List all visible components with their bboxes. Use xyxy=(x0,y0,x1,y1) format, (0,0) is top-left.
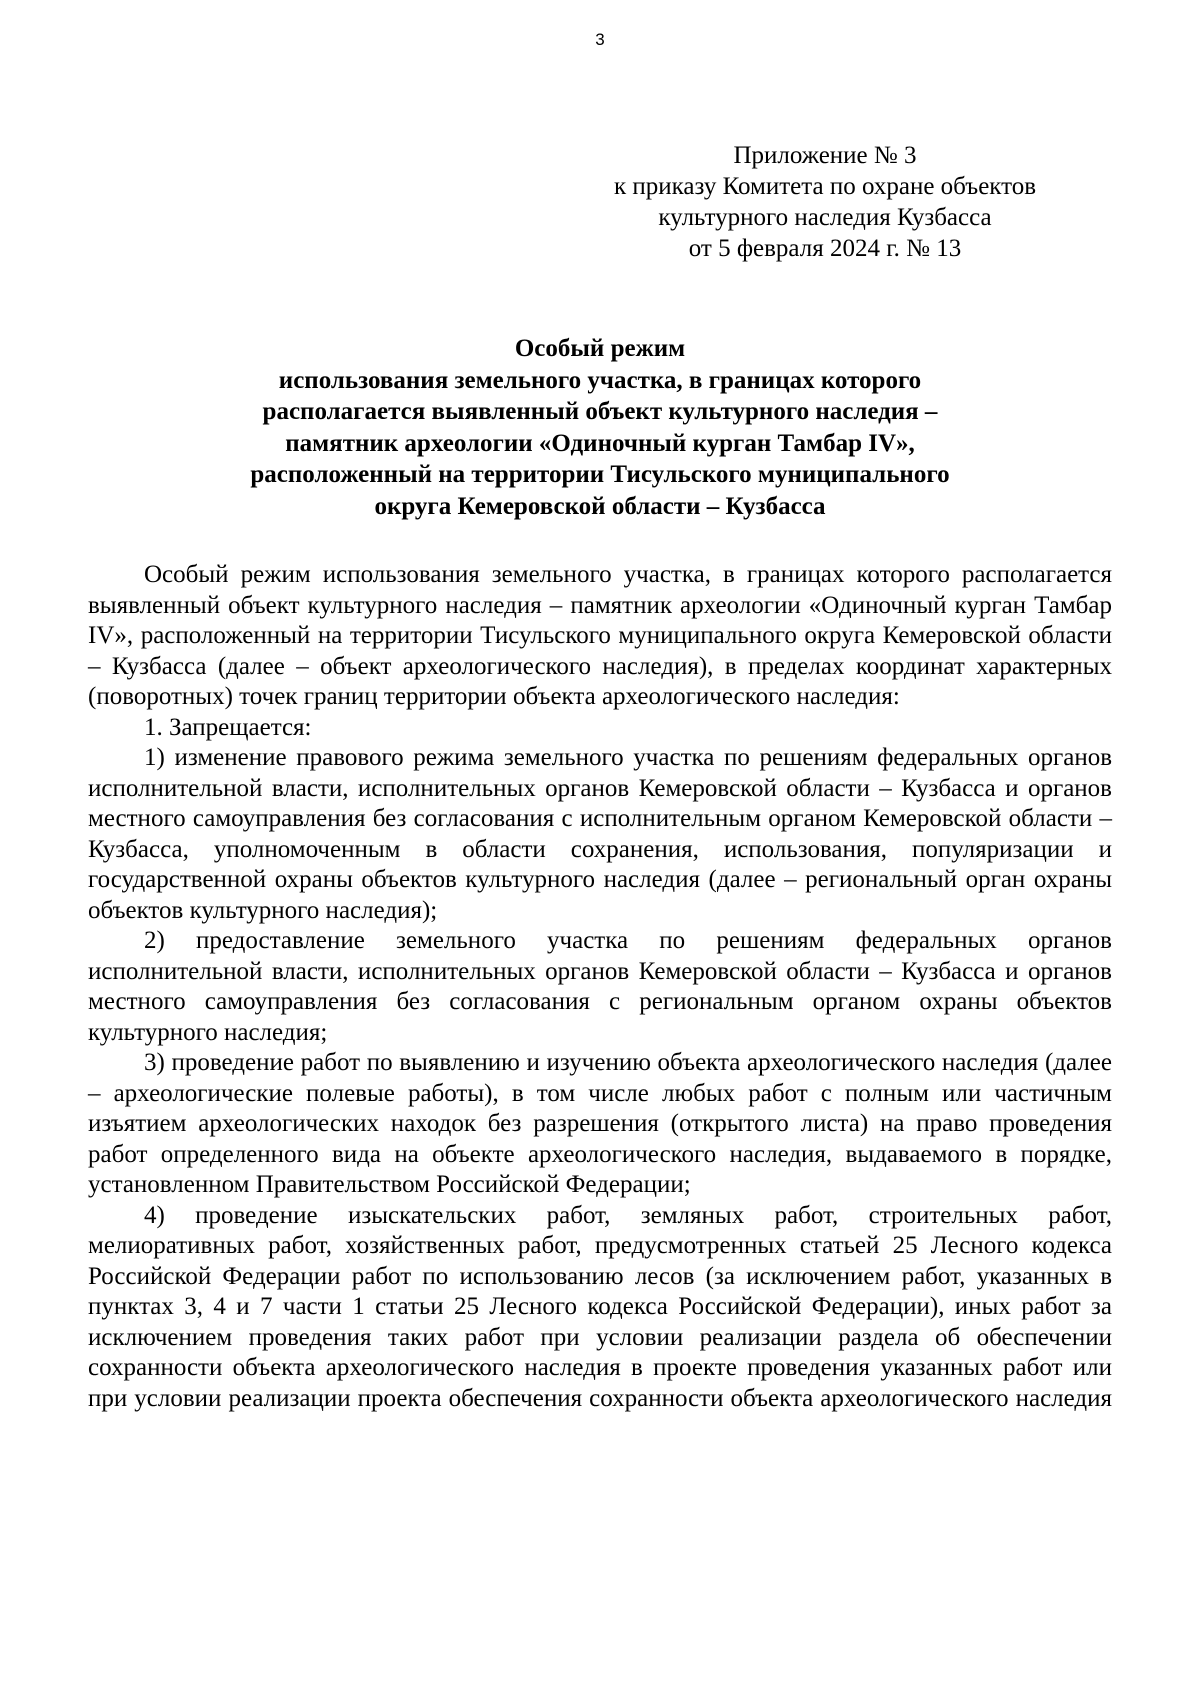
list-item: 3) проведение работ по выявлению и изучению объекта археологического наследия (далее – археологические полевые работы), в том числе любых работ с полным или частичным изъятием археологических находок без разрешения (открытого листа) на право проведения работ определенного вида на объекте археологического наследия, выдаваемого в порядке, установленном Правительством Российской Федерации; xyxy=(88,1049,1112,1198)
list-item: 2) предоставление земельного участка по решениям федеральных органов исполнительной власти, исполнительных органов Кемеровской области – Кузбасса и органов местного самоуправления без согласования с региональным органом охраны объектов культурного наследия; xyxy=(88,927,1112,1046)
title-line: использования земельного участка, в границах которого xyxy=(278,366,922,394)
list-item: 1) изменение правового режима земельного участка по решениям федеральных органов исполнительной власти, исполнительных органов Кемеровской области – Кузбасса и органов местного самоуправления без согласования с исполнительным органом Кемеровской области – Кузбасса, уполномоченным в области сохранения, использования, популяризации и государственной охраны объектов культурного наследия (далее – региональный орган охраны объектов культурного наследия); xyxy=(88,744,1112,924)
document-title xyxy=(150,333,1050,523)
list-item: 4) проведение изыскательских работ, земляных работ, строительных работ, мелиоративных работ, хозяйственных работ, предусмотренных статьей 25 Лесного кодекса Российской Федерации работ по использованию лесов (за исключением работ, указанных в пунктах 3, 4 и 7 части 1 статьи 25 Лесного кодекса Российской Федерации), иных работ за исключением проведения таких работ при условии реализации раздела об обеспечении сохранности объекта археологического наследия в проекте проведения указанных работ или при условии реализации проекта обеспечения сохранности объекта археологического наследия xyxy=(88,1201,1112,1412)
appendix-header xyxy=(560,140,1090,264)
appendix-line: Приложение № 3 xyxy=(733,142,917,169)
title-line: Особый режим xyxy=(514,335,686,362)
appendix-line: к приказу Комитета по охране объектов xyxy=(613,173,1037,200)
appendix-line: от 5 февраля 2024 г. № 13 xyxy=(688,235,962,262)
title-line: расположенный на территории Тисульского муниципального xyxy=(250,461,950,489)
title-line: располагается выявленный объект культурного наследия – xyxy=(262,398,938,426)
appendix-line: культурного наследия Кузбасса xyxy=(658,204,992,231)
intro-paragraph: Особый режим использования земельного участка, в границах которого располагается выявленный объект культурного наследия – памятник археологии «Одиночный курган Тамбар IV», расположенный на территории Тисульского муниципального округа Кемеровской области – Кузбасса (далее – объект археологического наследия), в пределах координат характерных (поворотных) точек границ территории объекта археологического наследия: xyxy=(88,561,1112,710)
title-line: памятник археологии «Одиночный курган Тамбар IV», xyxy=(285,429,915,457)
document-body xyxy=(88,560,1112,1414)
page-number: 3 xyxy=(595,30,605,49)
section-heading: 1. Запрещается: xyxy=(144,713,312,741)
title-line: округа Кемеровской области – Кузбасса xyxy=(374,492,826,520)
